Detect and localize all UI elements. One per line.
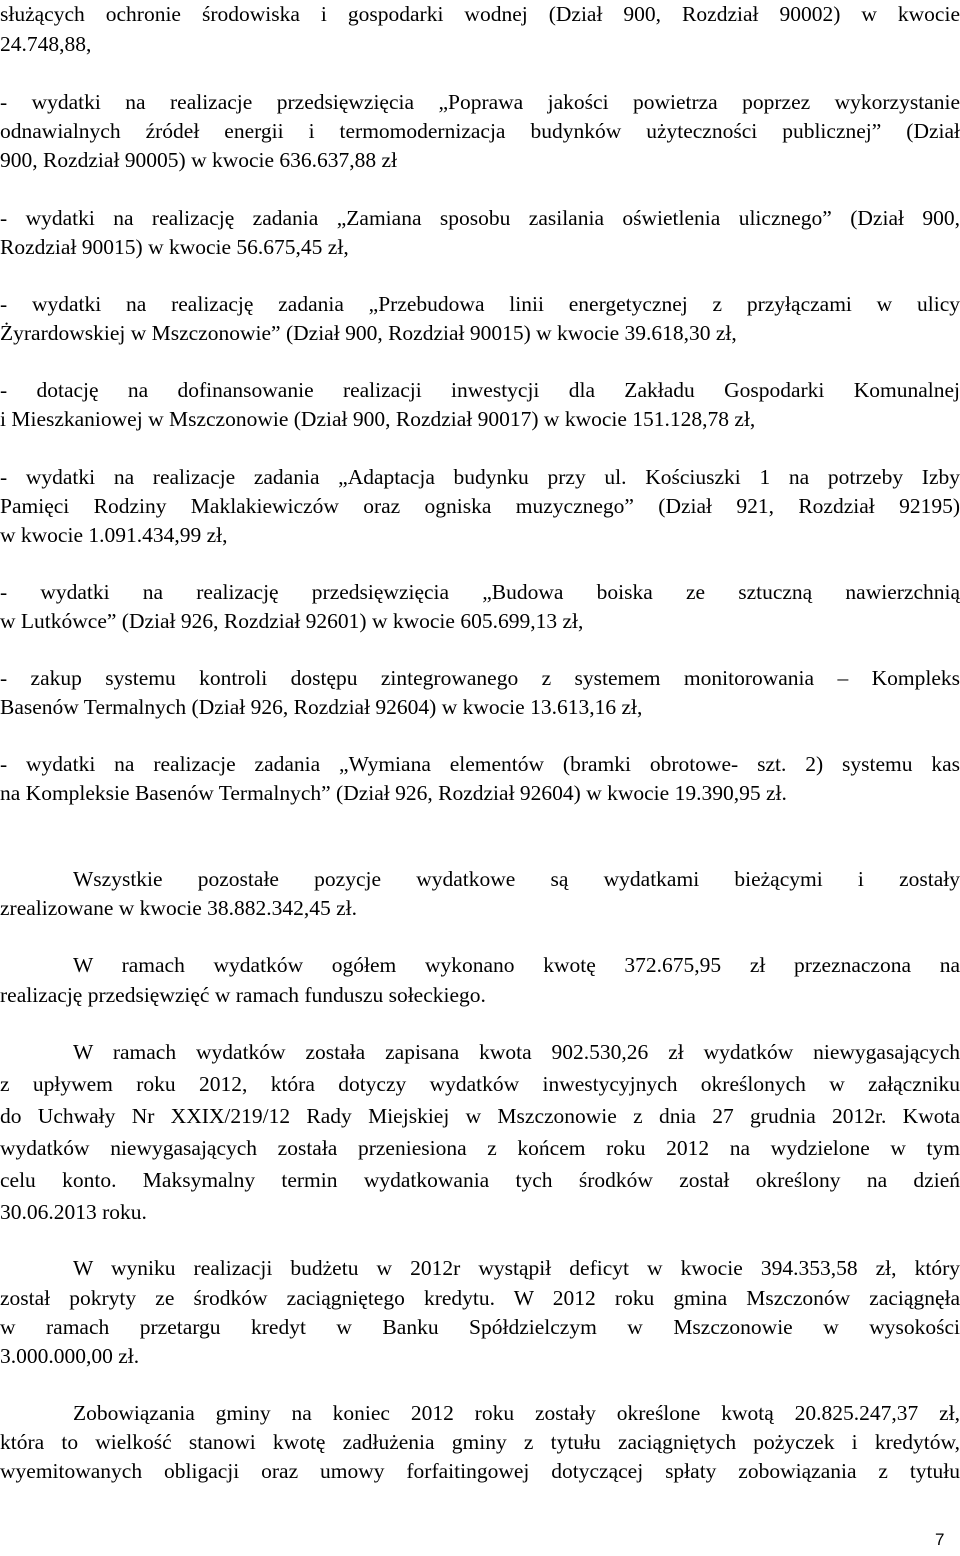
text-line: służących ochronie środowiska i gospodarki wodnej (Dział 900, Rozdział 90002) w kwocie <box>0 2 960 26</box>
text-line: - wydatki na realizacje zadania „Adaptacja budynku przy ul. Kościuszki 1 na potrzeby Izby <box>0 465 960 489</box>
text-line: i Mieszkaniowej w Mszczonowie (Dział 900, Rozdział 90017) w kwocie 151.128,78 zł, <box>0 407 756 431</box>
text-line: wydatków niewygasających została przeniesiona z końcem roku 2012 na wydzielone w tym <box>0 1136 960 1160</box>
text-line: 900, Rozdział 90005) w kwocie 636.637,88 zł <box>0 148 398 172</box>
text-line: W wyniku realizacji budżetu w 2012r wystąpił deficyt w kwocie 394.353,58 zł, który <box>73 1256 960 1280</box>
text-line: celu konto. Maksymalny termin wydatkowania tych środków został określony na dzień <box>0 1168 960 1192</box>
text-line: 30.06.2013 roku. <box>0 1200 147 1224</box>
text-line: - wydatki na realizację zadania „Zamiana sposobu zasilania oświetlenia ulicznego” (Dział 900, <box>0 206 960 230</box>
text-line: - wydatki na realizacje przedsięwzięcia „Poprawa jakości powietrza poprzez wykorzystanie <box>0 90 960 114</box>
text-line: z upływem roku 2012, która dotyczy wydatków inwestycyjnych określonych w załączniku <box>0 1072 960 1096</box>
text-line: W ramach wydatków ogółem wykonano kwotę 372.675,95 zł przeznaczona na <box>73 953 960 977</box>
text-line: Zobowiązania gminy na koniec 2012 roku zostały określone kwotą 20.825.247,37 zł, <box>73 1401 960 1425</box>
text-line: - wydatki na realizację przedsięwzięcia „Budowa boiska ze sztuczną nawierzchnią <box>0 580 960 604</box>
text-line: 3.000.000,00 zł. <box>0 1344 140 1368</box>
text-line: do Uchwały Nr XXIX/219/12 Rady Miejskiej w Mszczonowie z dnia 27 grudnia 2012r. Kwota <box>0 1104 960 1128</box>
text-line: został pokryty ze środków zaciągniętego kredytu. W 2012 roku gmina Mszczonów zaciągnęła <box>0 1286 960 1310</box>
text-line: - wydatki na realizacje zadania „Wymiana elementów (bramki obrotowe- szt. 2) systemu kas <box>0 752 960 776</box>
text-line: Wszystkie pozostałe pozycje wydatkowe są wydatkami bieżącymi i zostały <box>73 867 960 891</box>
text-line: która to wielkość stanowi kwotę zadłużenia gminy z tytułu zaciągniętych pożyczek i kredytów, <box>0 1430 960 1454</box>
text-line: zrealizowane w kwocie 38.882.342,45 zł. <box>0 896 358 920</box>
text-line: Basenów Termalnych (Dział 926, Rozdział 92604) w kwocie 13.613,16 zł, <box>0 695 643 719</box>
text-line: 24.748,88, <box>0 32 92 56</box>
text-line: realizację przedsięwzięć w ramach funduszu sołeckiego. <box>0 983 486 1007</box>
text-line: na Kompleksie Basenów Termalnych” (Dział 926, Rozdział 92604) w kwocie 19.390,95 zł. <box>0 781 787 805</box>
text-line: Pamięci Rodziny Maklakiewiczów oraz ogniska muzycznego” (Dział 921, Rozdział 92195) <box>0 494 960 518</box>
text-line: w ramach przetargu kredyt w Banku Spółdzielczym w Mszczonowie w wysokości <box>0 1315 960 1339</box>
text-line: W ramach wydatków została zapisana kwota 902.530,26 zł wydatków niewygasających <box>73 1040 960 1064</box>
page-number: 7 <box>935 1530 945 1549</box>
text-line: - zakup systemu kontroli dostępu zintegrowanego z systemem monitorowania – Kompleks <box>0 666 960 690</box>
text-line: w Lutkówce” (Dział 926, Rozdział 92601) w kwocie 605.699,13 zł, <box>0 609 584 633</box>
text-line: w kwocie 1.091.434,99 zł, <box>0 523 228 547</box>
text-line: - dotację na dofinansowanie realizacji inwestycji dla Zakładu Gospodarki Komunalnej <box>0 378 960 402</box>
text-line: - wydatki na realizację zadania „Przebudowa linii energetycznej z przyłączami w ulicy <box>0 292 960 316</box>
text-line: Rozdział 90015) w kwocie 56.675,45 zł, <box>0 235 349 259</box>
text-line: wyemitowanych obligacji oraz umowy forfaitingowej dotyczącej spłaty zobowiązania z tytułu <box>0 1459 960 1483</box>
text-line: Żyrardowskiej w Mszczonowie” (Dział 900, Rozdział 90015) w kwocie 39.618,30 zł, <box>0 321 737 345</box>
text-line: odnawialnych źródeł energii i termomodernizacja budynków użyteczności publicznej” (Dział <box>0 119 960 143</box>
